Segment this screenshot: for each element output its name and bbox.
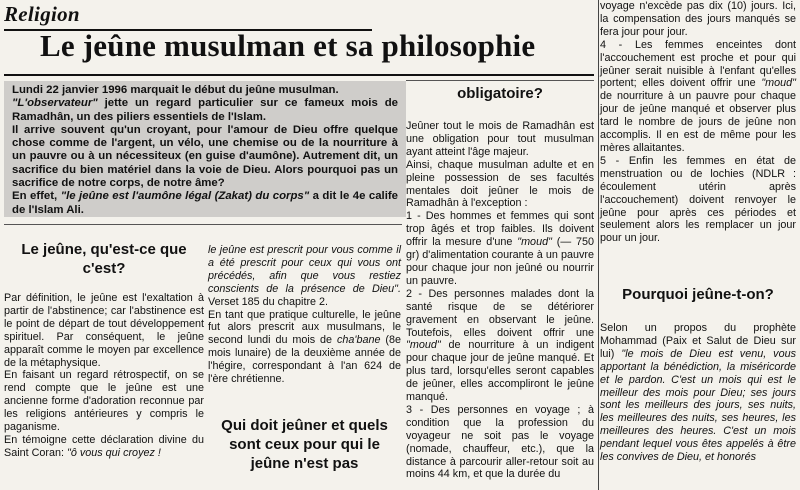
intro-p4-italic: "le jeûne est l'aumône légal (Zakat) du corps"	[60, 190, 310, 203]
col3-p3-italic: "moud"	[517, 236, 552, 249]
col1-p3-a: En témoigne cette déclaration divine du Saint Coran:	[4, 433, 204, 459]
intro-p2	[12, 97, 398, 124]
col1-p3-italic: "ô vous qui croyez !	[67, 446, 161, 459]
col2-p1	[208, 244, 401, 309]
col2-p1-italic: le jeûne est prescrit pour vous comme il a été prescrit pour ceux qui vous ont précédés, afin que vous restiez conscients de la présence de Dieu".	[208, 244, 401, 295]
col2-p2	[208, 309, 401, 386]
col3-p3-a: 1 - Des hommes et femmes qui sont trop âgés et trop faibles. Ils doivent offrir la mesure d'une	[406, 210, 594, 249]
col4-p4-italic: "le mois de Dieu est venu, vous apportant la bénédiction, la miséricorde et le pardon. C'est un mois qui est le meilleur des mois pour Dieu; ses jours sont les meilleurs des jours, ses nuits, les meilleures des nuits, ses heures, les meilleures des heures. C'est un mois pendant lequel vous êtes appelés à être les convives de Dieu, et honorés	[600, 347, 796, 464]
column-4	[600, 0, 796, 245]
column-rule	[598, 0, 599, 490]
column-1	[4, 292, 204, 460]
subhead-obligatoire: obligatoire?	[457, 85, 543, 102]
section-label: Religion	[4, 2, 80, 26]
col4-p4	[600, 322, 796, 464]
intro-p4	[12, 190, 398, 217]
section-divider-right	[406, 80, 594, 81]
subhead-le-jeune: Le jeûne, qu'est-ce que c'est?	[21, 241, 187, 277]
col4-p4-a: Selon un propos du prophète Mohammad (Paix et Salut de Dieu sur lui)	[600, 322, 796, 360]
intro-p1: Lundi 22 janvier 1996 marquait le début du jeûne musulman.	[12, 84, 339, 96]
headline: Le jeûne musulman et sa philosophie	[40, 28, 536, 63]
col1-p3	[4, 434, 204, 460]
col2-p2-a: En tant que pratique culturelle, le jeûne fut alors prescrit aux musulmans, le second lundi du mois de	[208, 308, 401, 347]
intro-box	[4, 81, 406, 217]
col3-p3	[406, 210, 594, 287]
col2-p2-italic: cha'bane	[336, 334, 381, 347]
col3-p4-b: de nourriture à un indigent pour chaque jour de jeûne manqué. Et plus tard, lorsqu'elles seront capables de jeûner, elles accompliront le jeûne manqué.	[406, 339, 594, 404]
col3-p2: Ainsi, chaque musulman adulte et en pleine possession de ses facultés mentales doit jeûner le mois de Ramadhân à l'exception :	[406, 158, 594, 210]
col3-p4	[406, 288, 594, 404]
column-4-lower	[600, 322, 796, 464]
col3-p3-b: (— 750 gr) d'alimentation courante à un pauvre pour chaque jour non jeûné ou nourrir un pauvre.	[406, 236, 594, 287]
section-divider	[4, 224, 402, 225]
col3-p4-a: 2 - Des personnes malades dont la santé risque de se détériorer gravement en observant le jeûne. Toutefois, elles doivent offrir une	[406, 287, 594, 339]
intro-p4-a: En effet,	[12, 190, 61, 203]
col4-p2-italic: "moud"	[761, 77, 796, 90]
col4-p2-b: de nourriture à un pauvre pour chaque jour de jeûne manqué et observer plus tard le nombre de jours de jeûne non accomplis. Il en est de même pour les mères allaitantes.	[600, 90, 796, 154]
col3-p4-italic: "moud"	[406, 339, 441, 352]
intro-p3: Il arrive souvent qu'un croyant, pour l'amour de Dieu offre quelque chose comme de l'argent, un vélo, une chemise ou de la nourriture à un pauvre ou à un nécessiteux (en guise d'aumône). Autrement dit, un sacrifice du bien matériel dans la voie de Dieu. Alors pourquoi pas un sacrifice de notre corps, de notre âme?	[12, 123, 398, 190]
intro-p2-italic: "L'observateur"	[12, 97, 98, 110]
intro-p4-b: a dit le 4e calife de l'Islam Ali.	[12, 190, 398, 216]
col4-p3: 5 - Enfin les femmes en état de menstruation ou de lochies (NDLR : écoulement utérin après l'accouchement) doivent renvoyer le jeûne pour après ces périodes et seulement alors les remplacer un jour pour un jour.	[600, 154, 796, 245]
col2-p1-b: Verset 185 du chapitre 2.	[208, 295, 329, 308]
intro-p2-rest: jette un regard particulier sur ce fameux mois de Ramadhân, un des piliers essentiels de l'Islam.	[12, 97, 398, 123]
col1-p1: Par définition, le jeûne est l'exaltation à partir de l'abstinence; car l'abstinence est le point de départ de tout développement spirituel. Par conséquent, le jeûne apparaît comme le moyen par excellence de la métaphysique.	[4, 292, 204, 369]
subhead-qui-doit: Qui doit jeûner et quels sont ceux pour qui le jeûne n'est pas	[221, 417, 388, 472]
column-2	[208, 244, 401, 386]
col3-p1: Jeûner tout le mois de Ramadhân est une obligation pour tout musulman ayant atteint l'âge majeur.	[406, 120, 594, 158]
col4-p1: voyage n'excède pas dix (10) jours. Ici, la compensation des jours manqués se fera jour pour jour.	[600, 0, 796, 38]
headline-rule	[4, 74, 594, 76]
column-3	[406, 120, 594, 481]
col1-p2: En faisant un regard rétrospectif, on se rend compte que le jeûne est une ancienne forme d'adoration reconnue par les religions antérieures y compris le paganisme.	[4, 369, 204, 434]
col2-p2-b: (8e mois lunaire) de la deuxième année de l'hégire, correspondant à l'an 624 de l'ère chrétienne.	[208, 334, 401, 386]
col4-p2	[600, 39, 796, 155]
col4-p2-a: 4 - Les femmes enceintes dont l'accouchement est proche et pour qui jeûner serait nuisible à l'enfant qu'elles portent; elles doivent offrir une	[600, 38, 796, 90]
subhead-pourquoi: Pourquoi jeûne-t-on?	[622, 286, 774, 303]
col3-p5: 3 - Des personnes en voyage ; à condition que la profession du voyageur ne soit pas le voyage (nomade, chauffeur, etc.), que la distance à parcourir aller-retour soit au moins 44 km, et que la durée du	[406, 403, 594, 481]
